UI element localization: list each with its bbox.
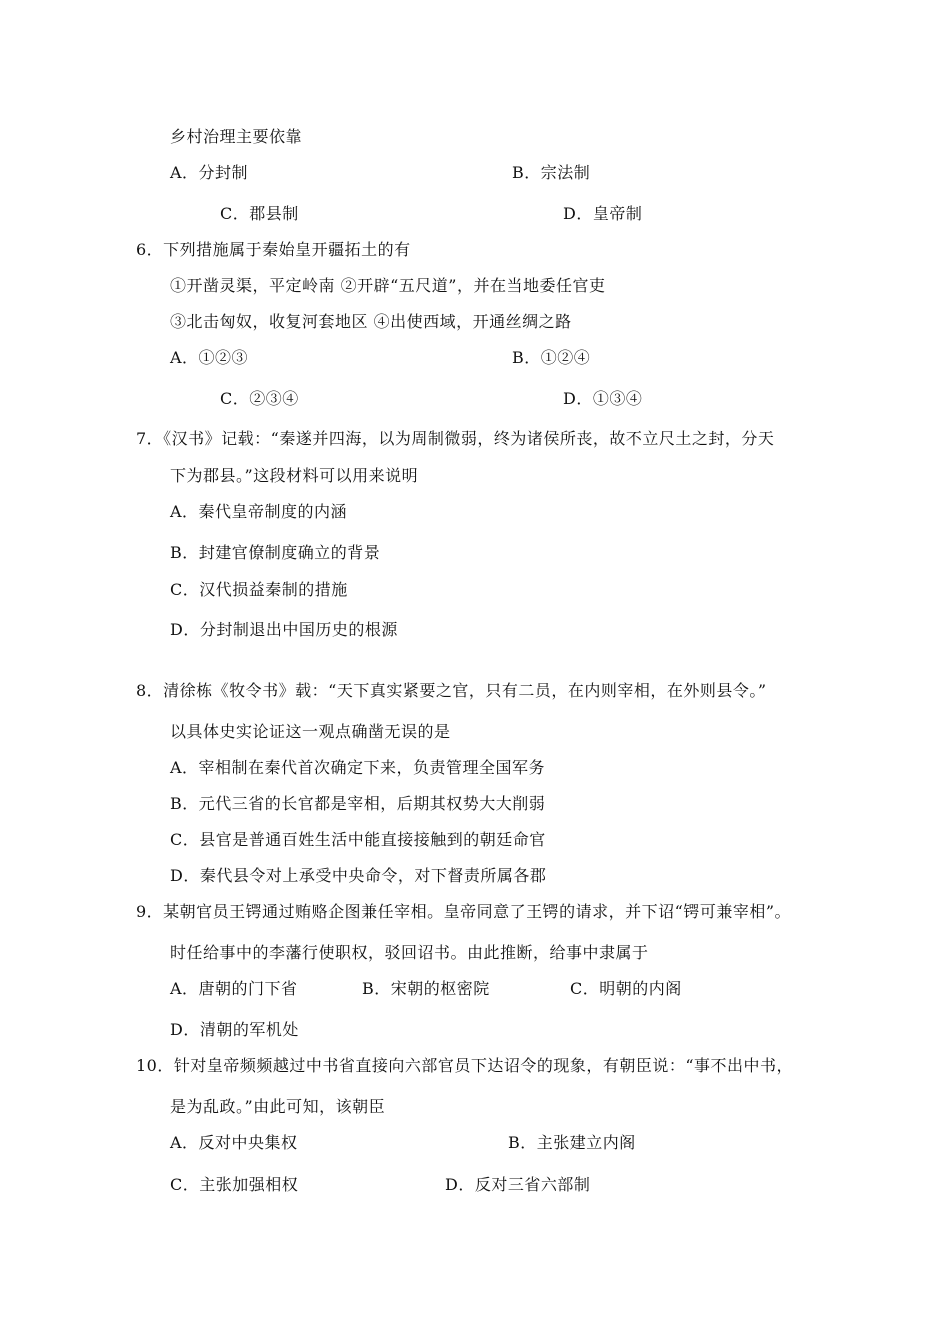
q7-option-c: C．汉代损益秦制的措施 [170,580,348,599]
q9-option-b: B．宋朝的枢密院 [362,979,490,998]
q9-stem-line-2: 时任给事中的李藩行使职权，驳回诏书。由此推断，给事中隶属于 [170,943,649,962]
q6-stem: 6．下列措施属于秦始皇开疆拓土的有 [136,240,411,259]
q7-option-d: D．分封制退出中国历史的根源 [170,620,398,639]
q9-option-d: D．清朝的军机处 [170,1020,299,1039]
q10-stem-line-2: 是为乱政。”由此可知，该朝臣 [170,1097,386,1116]
q5-option-d: D．皇帝制 [563,204,643,223]
q8-option-c: C．县官是普通百姓生活中能直接接触到的朝廷命官 [170,830,546,849]
q7-option-b: B．封建官僚制度确立的背景 [170,543,381,562]
q8-option-b: B．元代三省的长官都是宰相，后期其权势大大削弱 [170,794,546,813]
q6-item-3-4: ③北击匈奴，收复河套地区 ④出使西域，开通丝绸之路 [170,312,572,331]
q10-option-c: C．主张加强相权 [170,1175,299,1194]
q5-option-a: A．分封制 [170,163,249,182]
q7-stem-line-1: 7．《汉书》记载：“秦遂并四海，以为周制微弱，终为诸侯所丧，故不立尺土之封，分天 [136,429,775,448]
q5-stem-continued: 乡村治理主要依靠 [170,127,303,146]
q10-option-a: A．反对中央集权 [170,1133,298,1152]
q10-option-d: D．反对三省六部制 [445,1175,591,1194]
q10-option-b: B．主张建立内阁 [508,1133,636,1152]
q9-stem-line-1: 9．某朝官员王锷通过贿赂企图兼任宰相。皇帝同意了王锷的请求，并下诏“锷可兼宰相”。 [136,902,792,921]
q7-stem-line-2: 下为郡县。”这段材料可以用来说明 [170,466,419,485]
q9-option-c: C．明朝的内阁 [570,979,682,998]
q6-option-c: C．②③④ [220,389,299,408]
q8-stem-line-2: 以具体史实论证这一观点确凿无误的是 [170,722,451,741]
q8-option-a: A．宰相制在秦代首次确定下来，负责管理全国军务 [170,758,546,777]
q8-option-d: D．秦代县令对上承受中央命令，对下督责所属各郡 [170,866,547,885]
q8-stem-line-1: 8．清徐栋《牧令书》载：“天下真实紧要之官，只有二员，在内则宰相，在外则县令。” [136,681,767,700]
q5-option-b: B．宗法制 [512,163,591,182]
q6-option-d: D．①③④ [563,389,643,408]
q9-option-a: A．唐朝的门下省 [170,979,298,998]
q7-option-a: A．秦代皇帝制度的内涵 [170,502,348,521]
q5-option-c: C．郡县制 [220,204,299,223]
q6-item-1-2: ①开凿灵渠，平定岭南 ②开辟“五尺道”，并在当地委任官吏 [170,276,606,295]
q6-option-a: A．①②③ [170,348,249,367]
q6-option-b: B．①②④ [512,348,591,367]
q10-stem-line-1: 10．针对皇帝频频越过中书省直接向六部官员下达诏令的现象，有朝臣说：“事不出中书， [136,1056,794,1075]
